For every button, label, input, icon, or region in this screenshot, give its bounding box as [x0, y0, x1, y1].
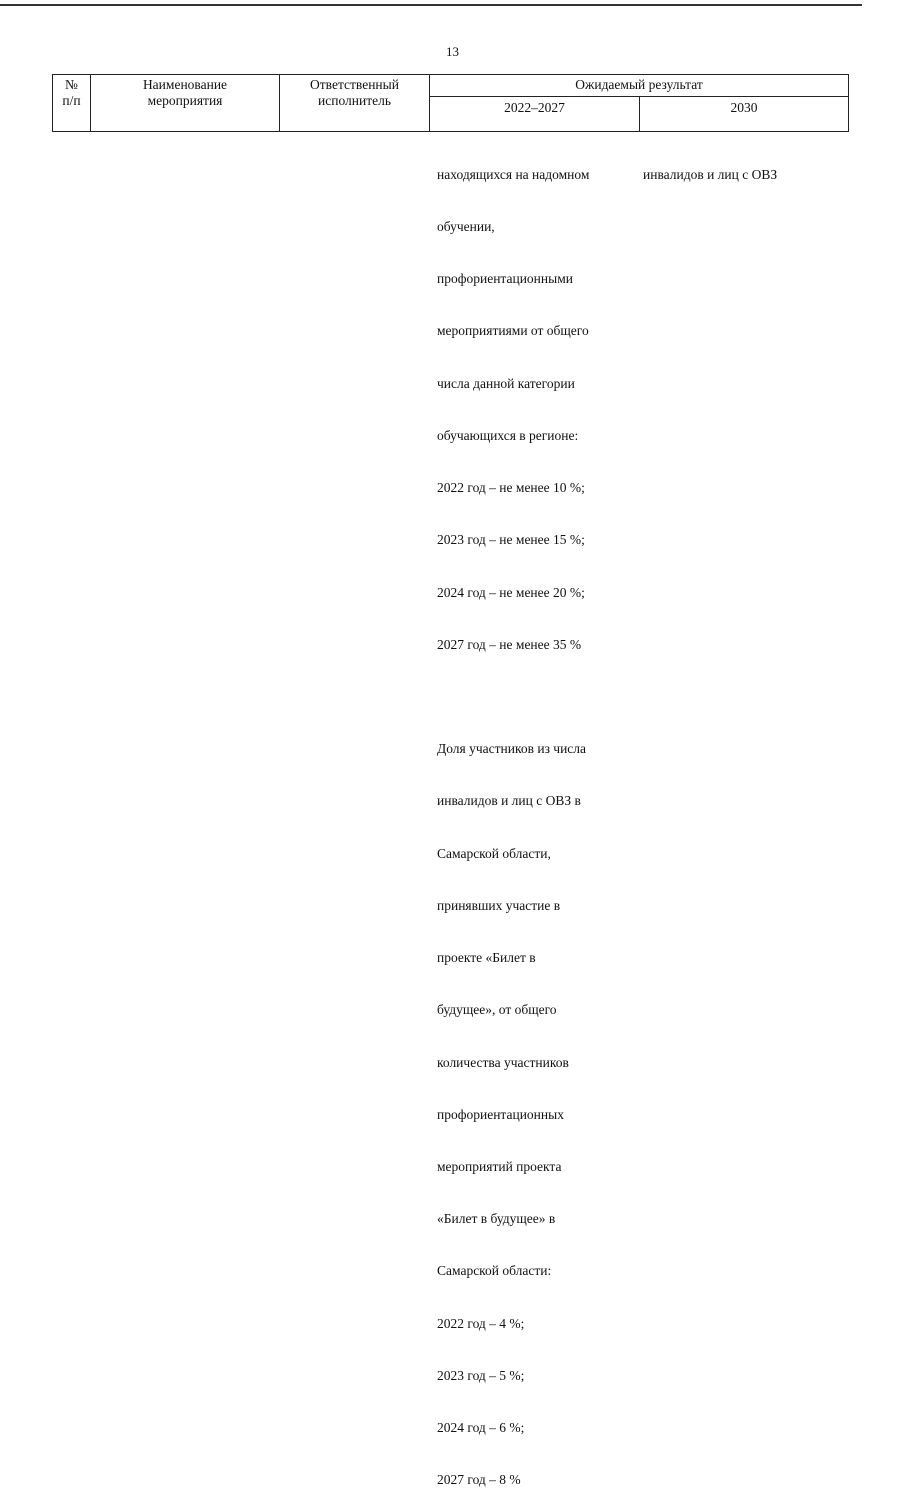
- header-expected-result: Ожидаемый результат: [430, 75, 849, 97]
- header-executor-line-1: Ответственный: [310, 77, 399, 92]
- text-line: инвалидов и лиц с ОВЗ: [643, 166, 778, 182]
- text-line: проекте «Билет в: [437, 950, 536, 966]
- header-activity-name: [91, 75, 280, 132]
- header-number-line-2: п/п: [62, 93, 81, 108]
- text-line: Самарской области,: [437, 845, 551, 861]
- header-activity-name-line-1: Наименование: [142, 77, 228, 92]
- text-line: профориентационными: [437, 271, 573, 287]
- results-table: [52, 74, 849, 132]
- text-line: 2027 год – не менее 35 %: [437, 636, 582, 652]
- result-2030-cell: [643, 131, 777, 201]
- text-line: инвалидов и лиц с ОВЗ в: [437, 793, 581, 809]
- text-line: принявших участие в: [437, 897, 561, 913]
- text-line: обучающихся в регионе:: [437, 427, 579, 443]
- top-border-line: [0, 4, 862, 6]
- text-line: числа данной категории: [437, 375, 575, 391]
- text-line: 2027 год – 8 %: [437, 1472, 521, 1488]
- text-line: 2022 год – 4 %;: [437, 1315, 525, 1331]
- paragraph-gap: [437, 688, 589, 705]
- header-executor-line-2: исполнитель: [318, 93, 391, 108]
- header-number: [53, 75, 91, 132]
- text-line: 2023 год – не менее 15 %;: [437, 532, 585, 548]
- result-2022-2027-cell: [437, 131, 589, 1506]
- text-line: мероприятий проекта: [437, 1158, 562, 1174]
- text-line: Доля участников из числа: [437, 741, 587, 757]
- text-line: 2024 год – не менее 20 %;: [437, 584, 585, 600]
- text-line: обучении,: [437, 219, 495, 235]
- header-period-2022-2027: 2022–2027: [430, 97, 640, 132]
- text-line: профориентационных: [437, 1106, 564, 1122]
- text-line: 2022 год – не менее 10 %;: [437, 480, 585, 496]
- text-line: мероприятиями от общего: [437, 323, 589, 339]
- text-line: находящихся на надомном: [437, 166, 590, 182]
- header-period-2030: 2030: [640, 97, 849, 132]
- header-executor: [280, 75, 430, 132]
- text-line: «Билет в будущее» в: [437, 1211, 556, 1227]
- page-number: 13: [446, 44, 459, 59]
- header-activity-name-line-2: мероприятия: [147, 93, 223, 108]
- text-line: 2024 год – 6 %;: [437, 1420, 525, 1436]
- header-number-line-1: №: [65, 77, 78, 92]
- text-line: 2023 год – 5 %;: [437, 1367, 525, 1383]
- text-line: Самарской области:: [437, 1263, 552, 1279]
- text-line: количества участников: [437, 1054, 569, 1070]
- text-line: будущее», от общего: [437, 1002, 557, 1018]
